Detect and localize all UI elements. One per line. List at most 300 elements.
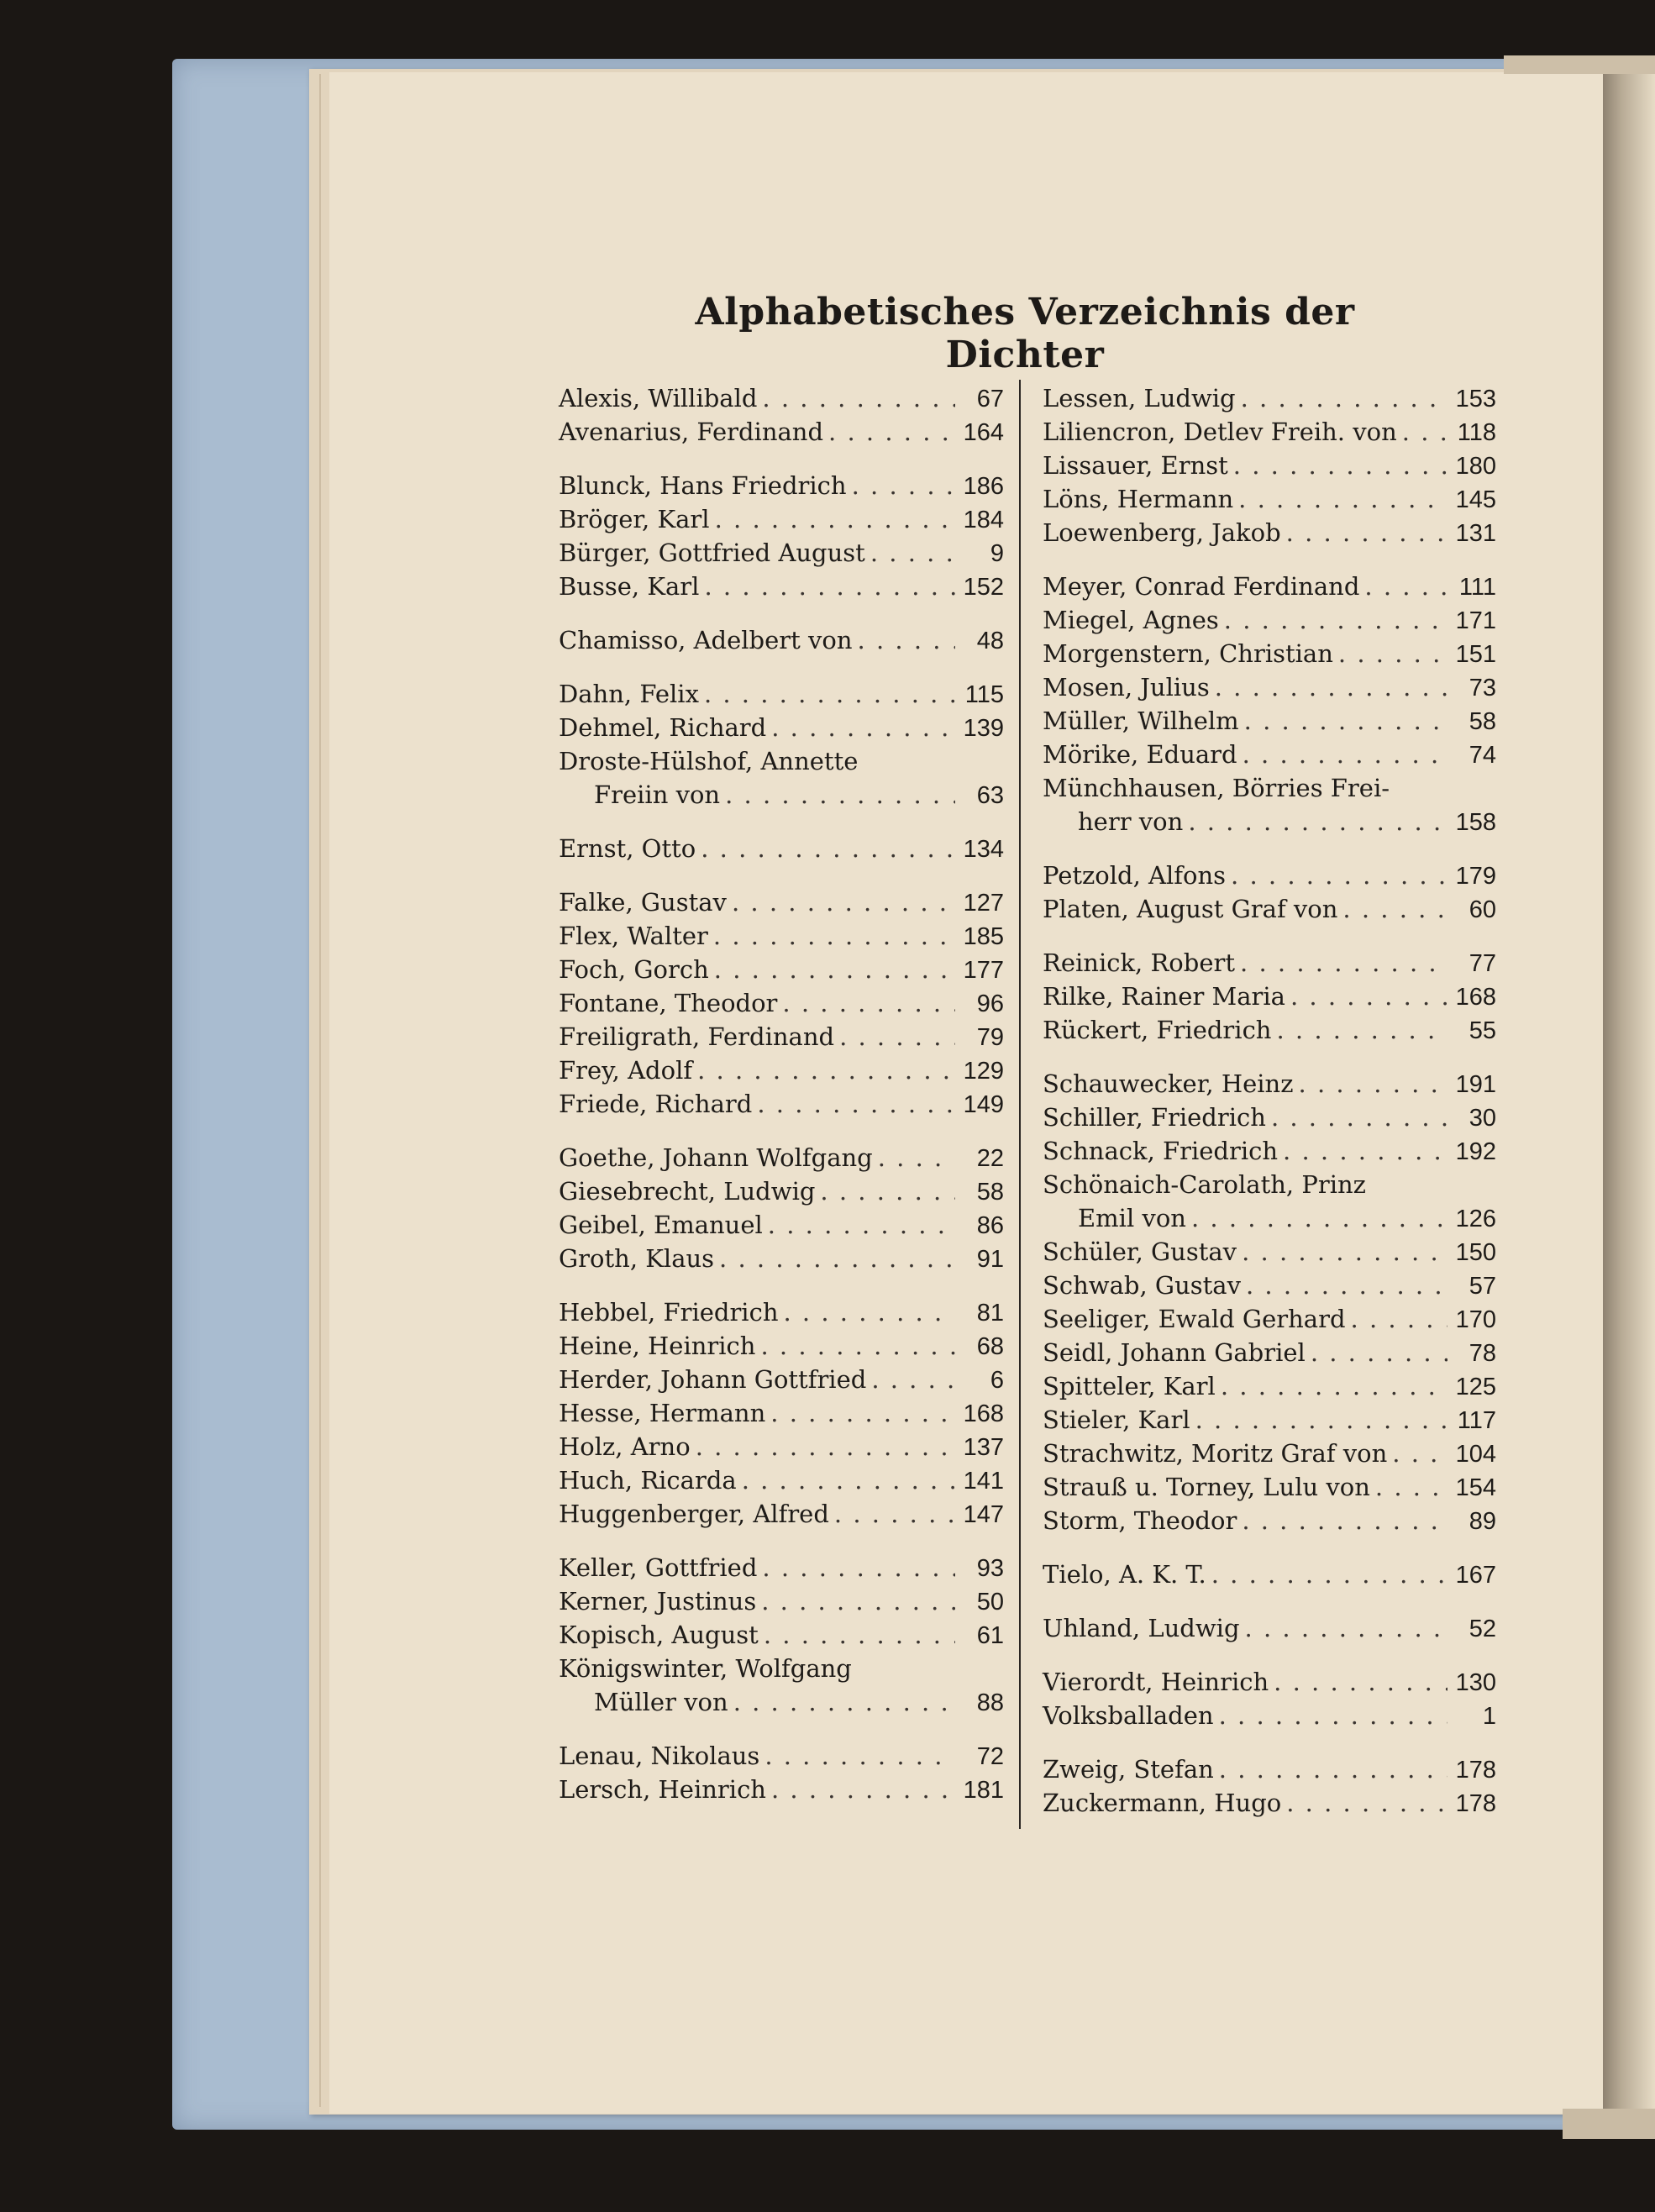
page-number: 58 — [976, 1179, 1004, 1206]
leader-dots — [697, 1053, 955, 1087]
page-number: 184 — [963, 507, 1004, 533]
index-entry-name: Rückert, Friedrich — [1043, 1016, 1272, 1044]
leader-dots — [1211, 1558, 1447, 1591]
page-number: 118 — [1457, 419, 1496, 446]
index-entry — [559, 415, 1004, 449]
page-number: 171 — [1455, 607, 1496, 634]
leader-dots — [852, 469, 955, 502]
page-number: 181 — [963, 1777, 1004, 1804]
leader-dots — [719, 1242, 955, 1275]
leader-dots — [1242, 1504, 1447, 1537]
index-entry — [559, 778, 1004, 812]
page-number: 141 — [963, 1468, 1004, 1495]
index-entry — [559, 623, 1004, 657]
page-number: 150 — [1455, 1239, 1496, 1266]
index-entry-name: Mosen, Julius — [1043, 673, 1210, 701]
index-entry-name: Kopisch, August — [559, 1621, 759, 1649]
index-entry-name: Frey, Adolf — [559, 1056, 693, 1085]
page-number: 67 — [976, 386, 1004, 412]
index-group — [1043, 1665, 1496, 1732]
index-entry — [1043, 892, 1496, 926]
page-number: 6 — [990, 1367, 1004, 1394]
page-number: 125 — [1455, 1374, 1496, 1400]
index-entry-name: Platen, August Graf von — [1043, 895, 1338, 923]
index-group — [559, 677, 1004, 812]
index-entry — [559, 1053, 1004, 1087]
index-entry-name: Seidl, Johann Gabriel — [1043, 1338, 1306, 1367]
leader-dots — [733, 1685, 955, 1719]
index-entry — [1043, 1134, 1496, 1168]
page-number: 89 — [1468, 1508, 1496, 1535]
leader-dots — [770, 1396, 955, 1430]
index-entry-name: Stieler, Karl — [1043, 1405, 1190, 1434]
index-entry-name: Lessen, Ludwig — [1043, 384, 1236, 412]
index-entry-name: Vierordt, Heinrich — [1043, 1668, 1269, 1696]
index-entry-name: Uhland, Ludwig — [1043, 1614, 1240, 1642]
index-entry-name: Keller, Gottfried — [559, 1553, 758, 1582]
index-entry — [1043, 1302, 1496, 1336]
index-entry-name: Bröger, Karl — [559, 505, 710, 533]
page-number: 96 — [976, 990, 1004, 1017]
index-entry-name: Herder, Johann Gottfried — [559, 1365, 867, 1394]
index-entry — [559, 677, 1004, 711]
index-entry-name: Giesebrecht, Ludwig — [559, 1177, 816, 1206]
column-divider — [1019, 380, 1021, 1829]
index-entry — [1043, 1611, 1496, 1645]
index-group — [1043, 570, 1496, 838]
page-number: 168 — [1455, 984, 1496, 1011]
index-entry — [1043, 738, 1496, 771]
leader-dots — [1243, 738, 1447, 771]
index-entry — [1043, 381, 1496, 415]
index-group — [1043, 1752, 1496, 1820]
page-number: 79 — [976, 1024, 1004, 1051]
leader-dots — [858, 623, 955, 657]
index-entry-name: Miegel, Agnes — [1043, 606, 1219, 634]
leader-dots — [820, 1174, 955, 1208]
page-number: 130 — [1455, 1669, 1496, 1696]
index-group — [1043, 859, 1496, 926]
index-entry — [1043, 1752, 1496, 1786]
page-number: 30 — [1468, 1105, 1496, 1132]
leader-dots — [1244, 704, 1447, 738]
index-group — [1043, 1558, 1496, 1591]
page-number: 178 — [1455, 1757, 1496, 1784]
index-entry — [1043, 859, 1496, 892]
page-number: 131 — [1455, 520, 1496, 547]
page-number: 152 — [963, 574, 1004, 601]
leader-dots — [1375, 1470, 1447, 1504]
index-entry — [1043, 1336, 1496, 1369]
leader-dots — [1245, 1611, 1447, 1645]
leader-dots — [782, 986, 955, 1020]
facing-page-edge — [1504, 55, 1655, 74]
index-entry — [1043, 637, 1496, 670]
index-entry — [1043, 1013, 1496, 1047]
leader-dots — [1392, 1437, 1447, 1470]
index-entry-name: Löns, Hermann — [1043, 485, 1234, 513]
index-entry-name: Freiligrath, Ferdinand — [559, 1022, 835, 1051]
page-number: 164 — [963, 419, 1004, 446]
leader-dots — [1283, 1134, 1447, 1168]
index-entry — [559, 1141, 1004, 1174]
index-entry — [559, 1020, 1004, 1053]
index-entry-name: Fontane, Theodor — [559, 989, 778, 1017]
leader-dots — [760, 1329, 955, 1363]
index-entry — [1043, 603, 1496, 637]
index-entry-name: Ernst, Otto — [559, 834, 696, 863]
leader-dots — [1290, 980, 1447, 1013]
index-entry-name: Münchhausen, Börries Frei- — [1043, 774, 1390, 802]
leader-dots — [704, 677, 955, 711]
leader-dots — [1219, 1752, 1447, 1786]
page-number: 55 — [1468, 1017, 1496, 1044]
index-entry-continuation: Müller von — [594, 1688, 728, 1716]
index-entry-name: Droste-Hülshof, Annette — [559, 747, 859, 775]
leader-dots — [701, 832, 955, 865]
index-entry-name: Kerner, Justinus — [559, 1587, 757, 1616]
leader-dots — [757, 1087, 955, 1121]
leader-dots — [834, 1497, 955, 1531]
index-entry-name: Lersch, Heinrich — [559, 1775, 766, 1804]
index-entry — [559, 1363, 1004, 1396]
index-entry-name: Meyer, Conrad Ferdinand — [1043, 572, 1360, 601]
index-entry-name: Bürger, Gottfried August — [559, 539, 865, 567]
page-number: 149 — [963, 1091, 1004, 1118]
page-number: 68 — [976, 1333, 1004, 1360]
index-entry-name: Blunck, Hans Friedrich — [559, 471, 847, 500]
page-number: 167 — [1455, 1562, 1496, 1589]
index-entry — [1043, 670, 1496, 704]
index-group — [1043, 1611, 1496, 1645]
index-entry — [1043, 1558, 1496, 1591]
page-title: Alphabetisches Verzeichnis der Dichter — [695, 291, 1355, 376]
page-number: 178 — [1455, 1790, 1496, 1817]
index-entry — [559, 1087, 1004, 1121]
page-number: 154 — [1455, 1474, 1496, 1501]
index-entry-name: Flex, Walter — [559, 922, 708, 950]
index-entry-name: Dehmel, Richard — [559, 713, 767, 742]
leader-dots — [1241, 381, 1447, 415]
leader-dots — [1195, 1403, 1447, 1437]
left-column — [559, 381, 1004, 1826]
index-group — [1043, 946, 1496, 1047]
leader-dots — [1231, 859, 1447, 892]
index-entry-name: Groth, Klaus — [559, 1244, 715, 1273]
index-entry-name: Schönaich-Carolath, Prinz — [1043, 1170, 1366, 1199]
index-entry-name: Zuckermann, Hugo — [1043, 1789, 1282, 1817]
index-entry-name: Liliencron, Detlev Freih. von — [1043, 418, 1397, 446]
page-number: 191 — [1455, 1071, 1496, 1098]
index-entry — [1043, 449, 1496, 482]
page-number: 74 — [1468, 742, 1496, 769]
leader-dots — [1351, 1302, 1447, 1336]
leader-dots — [870, 536, 955, 570]
leader-dots — [784, 1295, 956, 1329]
index-entry — [1043, 1067, 1496, 1101]
index-entry-name: Müller, Wilhelm — [1043, 707, 1239, 735]
index-entry-name: Schüler, Gustav — [1043, 1237, 1237, 1266]
page-number: 180 — [1455, 453, 1496, 480]
index-entry-name: Hebbel, Friedrich — [559, 1298, 779, 1327]
index-entry — [1043, 1470, 1496, 1504]
index-entry — [1043, 1437, 1496, 1470]
index-entry-continuation: herr von — [1078, 807, 1184, 836]
index-entry — [1043, 1101, 1496, 1134]
page-number: 78 — [1468, 1340, 1496, 1367]
page-number: 57 — [1468, 1273, 1496, 1300]
index-entry — [1043, 1201, 1496, 1235]
leader-dots — [714, 953, 955, 986]
index-entry — [559, 1329, 1004, 1363]
index-group — [559, 885, 1004, 1121]
index-entry — [559, 1618, 1004, 1652]
index-entry-name: Petzold, Alfons — [1043, 861, 1227, 890]
leader-dots — [1224, 603, 1447, 637]
index-entry-name: Schnack, Friedrich — [1043, 1137, 1279, 1165]
index-entry — [1043, 516, 1496, 549]
page-number: 93 — [976, 1555, 1004, 1582]
index-entry-name: Foch, Gorch — [559, 955, 709, 984]
leader-dots — [1240, 946, 1447, 980]
index-entry — [559, 1396, 1004, 1430]
page-number: 1 — [1482, 1703, 1496, 1730]
leader-dots — [1271, 1101, 1447, 1134]
page-number: 179 — [1455, 863, 1496, 890]
index-entry — [1043, 570, 1496, 603]
leader-dots — [839, 1020, 955, 1053]
page-number: 52 — [1468, 1616, 1496, 1642]
index-entry-name: Huch, Ricarda — [559, 1466, 737, 1495]
index-entry-name: Strachwitz, Moritz Graf von — [1043, 1439, 1388, 1468]
index-entry-name: Huggenberger, Alfred — [559, 1500, 829, 1528]
index-entry-name: Lenau, Nikolaus — [559, 1742, 760, 1770]
index-entry-continuation: Emil von — [1078, 1204, 1186, 1232]
page-number: 134 — [963, 836, 1004, 863]
index-entry — [559, 536, 1004, 570]
page-number: 170 — [1455, 1306, 1496, 1333]
index-entry-name: Königswinter, Wolfgang — [559, 1654, 852, 1683]
leader-dots — [1215, 670, 1447, 704]
page-number: 88 — [976, 1689, 1004, 1716]
page-number: 73 — [1468, 675, 1496, 701]
page-number: 115 — [964, 681, 1004, 708]
leader-dots — [1286, 516, 1447, 549]
page-number: 22 — [976, 1145, 1004, 1172]
index-entry — [559, 1242, 1004, 1275]
index-entry — [559, 885, 1004, 919]
book-gutter — [1603, 69, 1655, 2115]
index-entry — [1043, 704, 1496, 738]
index-entry — [559, 469, 1004, 502]
index-entry — [559, 1685, 1004, 1719]
leader-dots — [1364, 570, 1447, 603]
index-entry — [559, 711, 1004, 744]
index-entry — [1043, 1665, 1496, 1699]
index-entry — [559, 953, 1004, 986]
index-entry — [1043, 1786, 1496, 1820]
index-entry — [559, 832, 1004, 865]
index-entry — [559, 1773, 1004, 1806]
index-entry — [559, 502, 1004, 536]
page-number: 9 — [990, 540, 1004, 567]
leader-dots — [725, 778, 955, 812]
page-number: 86 — [976, 1212, 1004, 1239]
page-number: 48 — [976, 628, 1004, 654]
index-entry-name: Geibel, Emanuel — [559, 1211, 763, 1239]
right-column — [1043, 381, 1496, 1840]
index-entry-name: Loewenberg, Jakob — [1043, 518, 1281, 547]
index-entry — [559, 1208, 1004, 1242]
page-number: 151 — [1455, 641, 1496, 668]
index-entry — [1043, 1699, 1496, 1732]
leader-dots — [742, 1463, 955, 1497]
index-entry — [1043, 1269, 1496, 1302]
index-entry — [1043, 1235, 1496, 1269]
index-entry — [559, 986, 1004, 1020]
page-number: 192 — [1455, 1138, 1496, 1165]
page-number: 117 — [1457, 1407, 1496, 1434]
leader-dots — [1274, 1665, 1447, 1699]
index-entry-name: Dahn, Felix — [559, 680, 699, 708]
index-entry — [1043, 980, 1496, 1013]
index-entry — [559, 1430, 1004, 1463]
page-number: 186 — [963, 473, 1004, 500]
facing-page-edge-bottom — [1563, 2109, 1655, 2139]
index-entry-name: Hesse, Hermann — [559, 1399, 766, 1427]
index-entry-name: Friede, Richard — [559, 1090, 753, 1118]
leader-dots — [1286, 1786, 1447, 1820]
leader-dots — [828, 415, 955, 449]
index-entry — [559, 1463, 1004, 1497]
page-number: 177 — [963, 957, 1004, 984]
index-entry-name: Chamisso, Adelbert von — [559, 626, 853, 654]
page-number: 137 — [963, 1434, 1004, 1461]
index-entry-name: Falke, Gustav — [559, 888, 727, 917]
page-number: 129 — [963, 1058, 1004, 1085]
leader-dots — [771, 711, 955, 744]
page-number: 91 — [976, 1246, 1004, 1273]
index-entry-name: Alexis, Willibald — [559, 384, 758, 412]
index-entry-name: Zweig, Stefan — [1043, 1755, 1214, 1784]
index-entry-continuation: Freiin von — [594, 780, 721, 809]
page-number: 185 — [963, 923, 1004, 950]
leader-dots — [1299, 1067, 1447, 1101]
page-number: 139 — [963, 715, 1004, 742]
index-entry-name: Schiller, Friedrich — [1043, 1103, 1266, 1132]
index-entry-name: Tielo, A. K. T. — [1043, 1560, 1206, 1589]
page-number: 158 — [1455, 809, 1496, 836]
index-entry — [1043, 415, 1496, 449]
index-entry — [1043, 482, 1496, 516]
index-entry — [1043, 1403, 1496, 1437]
leader-dots — [761, 1584, 955, 1618]
index-entry-name: Lissauer, Ernst — [1043, 451, 1228, 480]
index-group — [559, 832, 1004, 865]
page-number: 111 — [1458, 574, 1496, 601]
page-number: 72 — [976, 1743, 1004, 1770]
index-entry-name: Spitteler, Karl — [1043, 1372, 1216, 1400]
leader-dots — [1238, 482, 1447, 516]
index-entry-name: Morgenstern, Christian — [1043, 639, 1333, 668]
index-entry — [1043, 805, 1496, 838]
leader-dots — [771, 1773, 955, 1806]
index-group — [559, 623, 1004, 657]
leader-dots — [764, 1739, 955, 1773]
page-number: 58 — [1468, 708, 1496, 735]
index-entry — [559, 1551, 1004, 1584]
index-entry-name: Holz, Arno — [559, 1432, 691, 1461]
index-entry-name: Schwab, Gustav — [1043, 1271, 1241, 1300]
leader-dots — [1191, 1201, 1447, 1235]
leader-dots — [704, 570, 955, 603]
index-entry-name: Storm, Theodor — [1043, 1506, 1237, 1535]
page-number: 145 — [1455, 486, 1496, 513]
page-number: 60 — [1468, 896, 1496, 923]
leader-dots — [1233, 449, 1447, 482]
leader-dots — [871, 1363, 955, 1396]
leader-dots — [1246, 1269, 1447, 1302]
index-entry-name: Strauß u. Torney, Lulu von — [1043, 1473, 1370, 1501]
index-entry — [1043, 1369, 1496, 1403]
index-group — [559, 1295, 1004, 1531]
index-entry — [1043, 1504, 1496, 1537]
index-entry — [559, 381, 1004, 415]
index-group — [559, 1739, 1004, 1806]
leader-dots — [696, 1430, 955, 1463]
page-number: 77 — [1468, 950, 1496, 977]
leader-dots — [1311, 1336, 1447, 1369]
leader-dots — [1402, 415, 1447, 449]
leader-dots — [713, 919, 955, 953]
page-number: 50 — [976, 1589, 1004, 1616]
page-number: 168 — [963, 1400, 1004, 1427]
page-number: 104 — [1455, 1441, 1496, 1468]
leader-dots — [762, 381, 955, 415]
leader-dots — [1342, 892, 1447, 926]
index-entry-name: Goethe, Johann Wolfgang — [559, 1143, 873, 1172]
index-entry — [1043, 946, 1496, 980]
page-number: 63 — [976, 782, 1004, 809]
leader-dots — [715, 502, 955, 536]
index-group — [559, 1551, 1004, 1719]
index-entry — [559, 1174, 1004, 1208]
index-group — [1043, 381, 1496, 549]
page-number: 127 — [963, 890, 1004, 917]
index-entry-name: Reinick, Robert — [1043, 948, 1236, 977]
leader-dots — [1338, 637, 1447, 670]
leader-dots — [764, 1618, 955, 1652]
index-entry — [559, 1739, 1004, 1773]
index-entry-name: Busse, Karl — [559, 572, 700, 601]
page-number: 81 — [976, 1300, 1004, 1327]
index-group — [559, 1141, 1004, 1275]
index-entry — [559, 1295, 1004, 1329]
index-entry-name: Volksballaden — [1043, 1701, 1214, 1730]
index-group — [559, 381, 1004, 449]
index-entry-name: Seeliger, Ewald Gerhard — [1043, 1305, 1346, 1333]
leader-dots — [762, 1551, 955, 1584]
index-entry-name: Avenarius, Ferdinand — [559, 418, 824, 446]
leader-dots — [1221, 1369, 1447, 1403]
index-entry — [559, 570, 1004, 603]
index-entry — [559, 1584, 1004, 1618]
index-entry-name: Schauwecker, Heinz — [1043, 1069, 1294, 1098]
index-entry-name: Heine, Heinrich — [559, 1332, 756, 1360]
page-number: 153 — [1455, 386, 1496, 412]
leader-dots — [878, 1141, 955, 1174]
index-entry-name: Rilke, Rainer Maria — [1043, 982, 1285, 1011]
